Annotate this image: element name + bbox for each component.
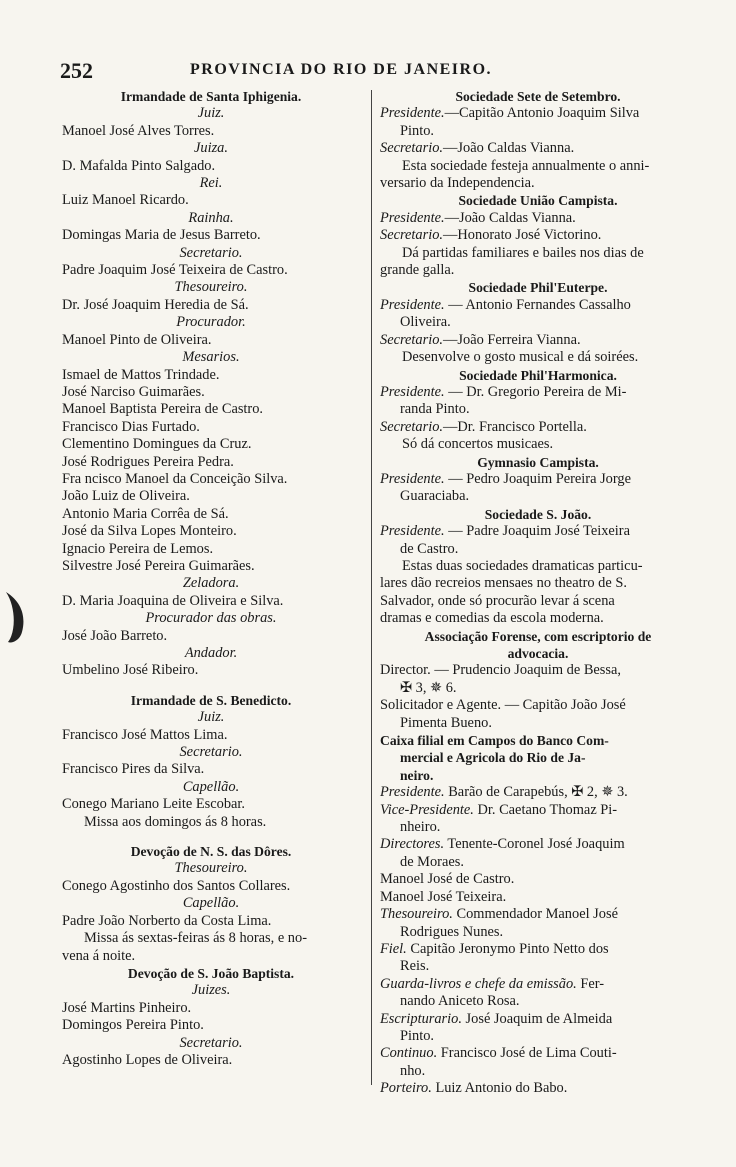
entry-text: Francisco José de Lima Couti- xyxy=(437,1045,617,1062)
role-label: Presidente. xyxy=(380,296,445,313)
role-label: Directores. xyxy=(380,836,445,853)
section-heading: Sociedade S. João. xyxy=(484,506,592,522)
section-heading: Sociedade Phil'Harmonica. xyxy=(459,367,617,383)
running-title: PROVINCIA DO RIO DE JANEIRO. xyxy=(190,61,493,78)
role-title: Capellão. xyxy=(182,778,240,795)
role-label: Secretario. xyxy=(380,140,444,157)
entry-text: Capitão Jeronymo Pinto Netto dos xyxy=(406,940,609,957)
entry-continuation: ✠ 3, ✵ 6. xyxy=(400,679,457,696)
role-label: Presidente. xyxy=(380,784,445,801)
note-text: Dá partidas familiares e bailes nos dias de xyxy=(402,244,644,261)
entry-text: —João Caldas Vianna. xyxy=(444,209,576,226)
person-entry: Luiz Manoel Ricardo. xyxy=(62,192,189,209)
note-text: vena á noite. xyxy=(62,947,136,964)
note-text: Missa aos domingos ás 8 horas. xyxy=(84,813,267,830)
entry-line xyxy=(380,297,696,314)
person-entry: D. Mafalda Pinto Salgado. xyxy=(62,157,216,174)
entry-continuation: Oliveira. xyxy=(400,314,451,331)
section-heading: mercial e Agricola do Rio de Ja- xyxy=(400,750,586,766)
role-label: Presidente. xyxy=(380,470,445,487)
entry-text: Dr. Caetano Thomaz Pi- xyxy=(473,801,618,818)
note-text: Missa ás sextas-feiras ás 8 horas, e no- xyxy=(84,930,307,947)
entry-continuation: nho. xyxy=(400,1062,426,1079)
page-number: 252 xyxy=(60,58,93,83)
role-title: Procurador das obras. xyxy=(145,610,277,627)
role-label: Continuo. xyxy=(380,1045,438,1062)
entry-text: — Antonio Fernandes Cassalho xyxy=(444,296,631,313)
person-entry: Manoel José Alves Torres. xyxy=(62,122,215,139)
role-title: Rei. xyxy=(199,175,223,192)
entry-text: — Padre Joaquim José Teixeira xyxy=(444,523,630,540)
role-label: Presidente. xyxy=(380,383,445,400)
person-entry: Francisco Pires da Silva. xyxy=(62,761,205,778)
person-entry: Manoel Baptista Pereira de Castro. xyxy=(62,401,264,418)
role-title: Thesoureiro. xyxy=(174,279,248,296)
role-title: Zeladora. xyxy=(182,575,240,592)
person-entry: Agostinho Lopes de Oliveira. xyxy=(62,1051,233,1068)
person-entry: Domingas Maria de Jesus Barreto. xyxy=(62,227,261,244)
entry-text: —Honorato José Victorino. xyxy=(443,227,602,244)
role-label: Presidente. xyxy=(380,105,445,122)
person-entry: Umbelino José Ribeiro. xyxy=(62,662,199,679)
entry-continuation: Reis. xyxy=(400,958,430,975)
entry-line xyxy=(380,1080,696,1097)
entry-line: Manoel José Teixeira. xyxy=(380,888,507,905)
person-entry: José Martins Pinheiro. xyxy=(62,999,192,1016)
entry-line xyxy=(380,105,696,122)
entry-line xyxy=(380,836,696,853)
person-entry: Conego Agostinho dos Santos Collares. xyxy=(62,877,291,894)
person-entry: Antonio Maria Corrêa de Sá. xyxy=(62,505,229,522)
person-entry: Francisco Dias Furtado. xyxy=(62,418,200,435)
entry-line: Solicitador e Agente. — Capitão João José xyxy=(380,697,626,714)
role-label: Fiel. xyxy=(380,940,407,957)
person-entry: Fra ncisco Manoel da Conceição Silva. xyxy=(62,470,288,487)
person-entry: José Rodrigues Pereira Pedra. xyxy=(62,453,234,470)
entry-line: Manoel José de Castro. xyxy=(380,871,515,888)
role-label: Guarda-livros e chefe da emissão. xyxy=(380,975,577,992)
entry-line xyxy=(380,471,696,488)
entry-line xyxy=(380,140,696,157)
person-entry: José da Silva Lopes Monteiro. xyxy=(62,523,237,540)
role-label: Presidente. xyxy=(380,209,445,226)
entry-continuation: de Castro. xyxy=(400,540,459,557)
role-label: Escripturario. xyxy=(380,1010,462,1027)
entry-continuation: Pinto. xyxy=(400,122,434,139)
role-title: Juiz. xyxy=(197,105,225,122)
entry-line xyxy=(380,1011,696,1028)
entry-text: — Pedro Joaquim Pereira Jorge xyxy=(444,470,631,487)
entry-line: Director. — Prudencio Joaquim de Bessa, xyxy=(380,662,621,679)
entry-continuation: Rodrigues Nunes. xyxy=(400,923,504,940)
role-title: Capellão. xyxy=(182,895,240,912)
section-heading: Irmandade de S. Benedicto. xyxy=(130,692,292,708)
entry-line xyxy=(380,227,696,244)
entry-line xyxy=(380,976,696,993)
role-title: Juiza. xyxy=(194,140,228,157)
entry-text: —Dr. Francisco Portella. xyxy=(443,418,587,435)
entry-text: Tenente-Coronel José Joaquim xyxy=(444,836,625,853)
person-entry: Clementino Domingues da Cruz. xyxy=(62,436,252,453)
role-label: Secretario. xyxy=(380,331,444,348)
right-column xyxy=(380,88,696,1098)
binding-ornament-icon xyxy=(2,582,32,652)
note-text: Só dá concertos musicaes. xyxy=(402,436,554,453)
section-heading: Sociedade Phil'Euterpe. xyxy=(468,280,608,296)
section-heading: Sociedade Sete de Setembro. xyxy=(455,89,621,104)
note-text: dramas e comedias da escola moderna. xyxy=(380,610,604,627)
entry-line xyxy=(380,210,696,227)
person-entry: Domingos Pereira Pinto. xyxy=(62,1017,204,1034)
entry-line xyxy=(380,419,696,436)
person-entry: Ismael de Mattos Trindade. xyxy=(62,366,220,383)
entry-text: — Dr. Gregorio Pereira de Mi- xyxy=(444,383,627,400)
entry-continuation: Pinto. xyxy=(400,1027,434,1044)
entry-text: José Joaquim de Almeida xyxy=(461,1010,613,1027)
entry-continuation: Pimenta Bueno. xyxy=(400,714,492,731)
section-heading: Gymnasio Campista. xyxy=(477,454,599,470)
role-title: Thesoureiro. xyxy=(174,860,248,877)
entry-continuation: de Moraes. xyxy=(400,853,464,870)
entry-continuation: Guaraciaba. xyxy=(400,488,470,505)
section-heading: advocacia. xyxy=(507,646,569,661)
person-entry: Ignacio Pereira de Lemos. xyxy=(62,540,214,557)
note-text: Salvador, onde só procurão levar á scena xyxy=(380,592,615,609)
section-heading: Devoção de S. João Baptista. xyxy=(127,965,295,981)
left-column xyxy=(62,88,360,1069)
note-text: versario da Independencia. xyxy=(380,175,535,192)
entry-text: —João Ferreira Vianna. xyxy=(443,331,581,348)
person-entry: Silvestre José Pereira Guimarães. xyxy=(62,557,255,574)
column-divider xyxy=(371,90,372,1085)
entry-continuation: nheiro. xyxy=(400,819,441,836)
person-entry: João Luiz de Oliveira. xyxy=(62,488,190,505)
note-text: lares dão recreios mensaes no theatro de S. xyxy=(380,575,627,592)
entry-continuation: randa Pinto. xyxy=(400,401,470,418)
person-entry: José Narciso Guimarães. xyxy=(62,383,205,400)
entry-text: —Capitão Antonio Joaquim Silva xyxy=(444,105,640,122)
person-entry: José João Barreto. xyxy=(62,627,168,644)
note-text: Esta sociedade festeja annualmente o anni- xyxy=(402,157,650,174)
role-title: Secretario. xyxy=(179,1034,243,1051)
entry-text: Fer- xyxy=(576,975,605,992)
entry-line xyxy=(380,784,696,801)
entry-line xyxy=(380,384,696,401)
role-title: Secretario. xyxy=(179,744,243,761)
role-title: Juiz. xyxy=(197,709,225,726)
section-heading: Irmandade de Santa Iphigenia. xyxy=(120,89,302,104)
person-entry: D. Maria Joaquina de Oliveira e Silva. xyxy=(62,592,284,609)
role-label: Thesoureiro. xyxy=(380,906,453,923)
role-title: Andador. xyxy=(184,645,238,661)
entry-continuation: nando Aniceto Rosa. xyxy=(400,993,520,1010)
entry-text: Luiz Antonio do Babo. xyxy=(431,1080,568,1097)
role-title: Mesarios. xyxy=(182,349,240,366)
role-label: Presidente. xyxy=(380,523,445,540)
page-header xyxy=(60,58,700,84)
entry-line xyxy=(380,1045,696,1062)
section-heading: Associação Forense, com escriptorio de xyxy=(424,628,652,644)
role-title: Procurador. xyxy=(176,314,246,331)
entry-text: Commendador Manoel José xyxy=(452,906,618,923)
person-entry: Padre Joaquim José Teixeira de Castro. xyxy=(62,262,288,279)
section-heading: Caixa filial em Campos do Banco Com- xyxy=(380,733,609,749)
role-title: Rainha. xyxy=(188,209,234,226)
person-entry: Francisco José Mattos Lima. xyxy=(62,726,228,743)
note-text: grande galla. xyxy=(380,262,455,279)
section-heading: Sociedade União Campista. xyxy=(458,193,618,209)
role-title: Secretario. xyxy=(179,244,243,261)
role-label: Vice-Presidente. xyxy=(380,801,474,818)
person-entry: Padre João Norberto da Costa Lima. xyxy=(62,912,272,929)
entry-text: Barão de Carapebús, ✠ 2, ✵ 3. xyxy=(444,784,628,801)
role-label: Secretario. xyxy=(380,418,444,435)
section-heading: neiro. xyxy=(400,767,434,783)
entry-text: —João Caldas Vianna. xyxy=(443,140,575,157)
entry-line xyxy=(380,523,696,540)
note-text: Estas duas sociedades dramaticas particu- xyxy=(402,557,643,574)
entry-line xyxy=(380,802,696,819)
section-heading: Devoção de N. S. das Dôres. xyxy=(130,844,292,860)
entry-line xyxy=(380,941,696,958)
person-entry: Manoel Pinto de Oliveira. xyxy=(62,331,212,348)
entry-line xyxy=(380,906,696,923)
role-label: Porteiro. xyxy=(380,1080,432,1097)
role-label: Secretario. xyxy=(380,227,444,244)
entry-line xyxy=(380,332,696,349)
role-title: Juizes. xyxy=(191,982,231,999)
note-text: Desenvolve o gosto musical e dá soirées. xyxy=(402,349,639,366)
person-entry: Conego Mariano Leite Escobar. xyxy=(62,796,246,813)
person-entry: Dr. José Joaquim Heredia de Sá. xyxy=(62,296,249,313)
